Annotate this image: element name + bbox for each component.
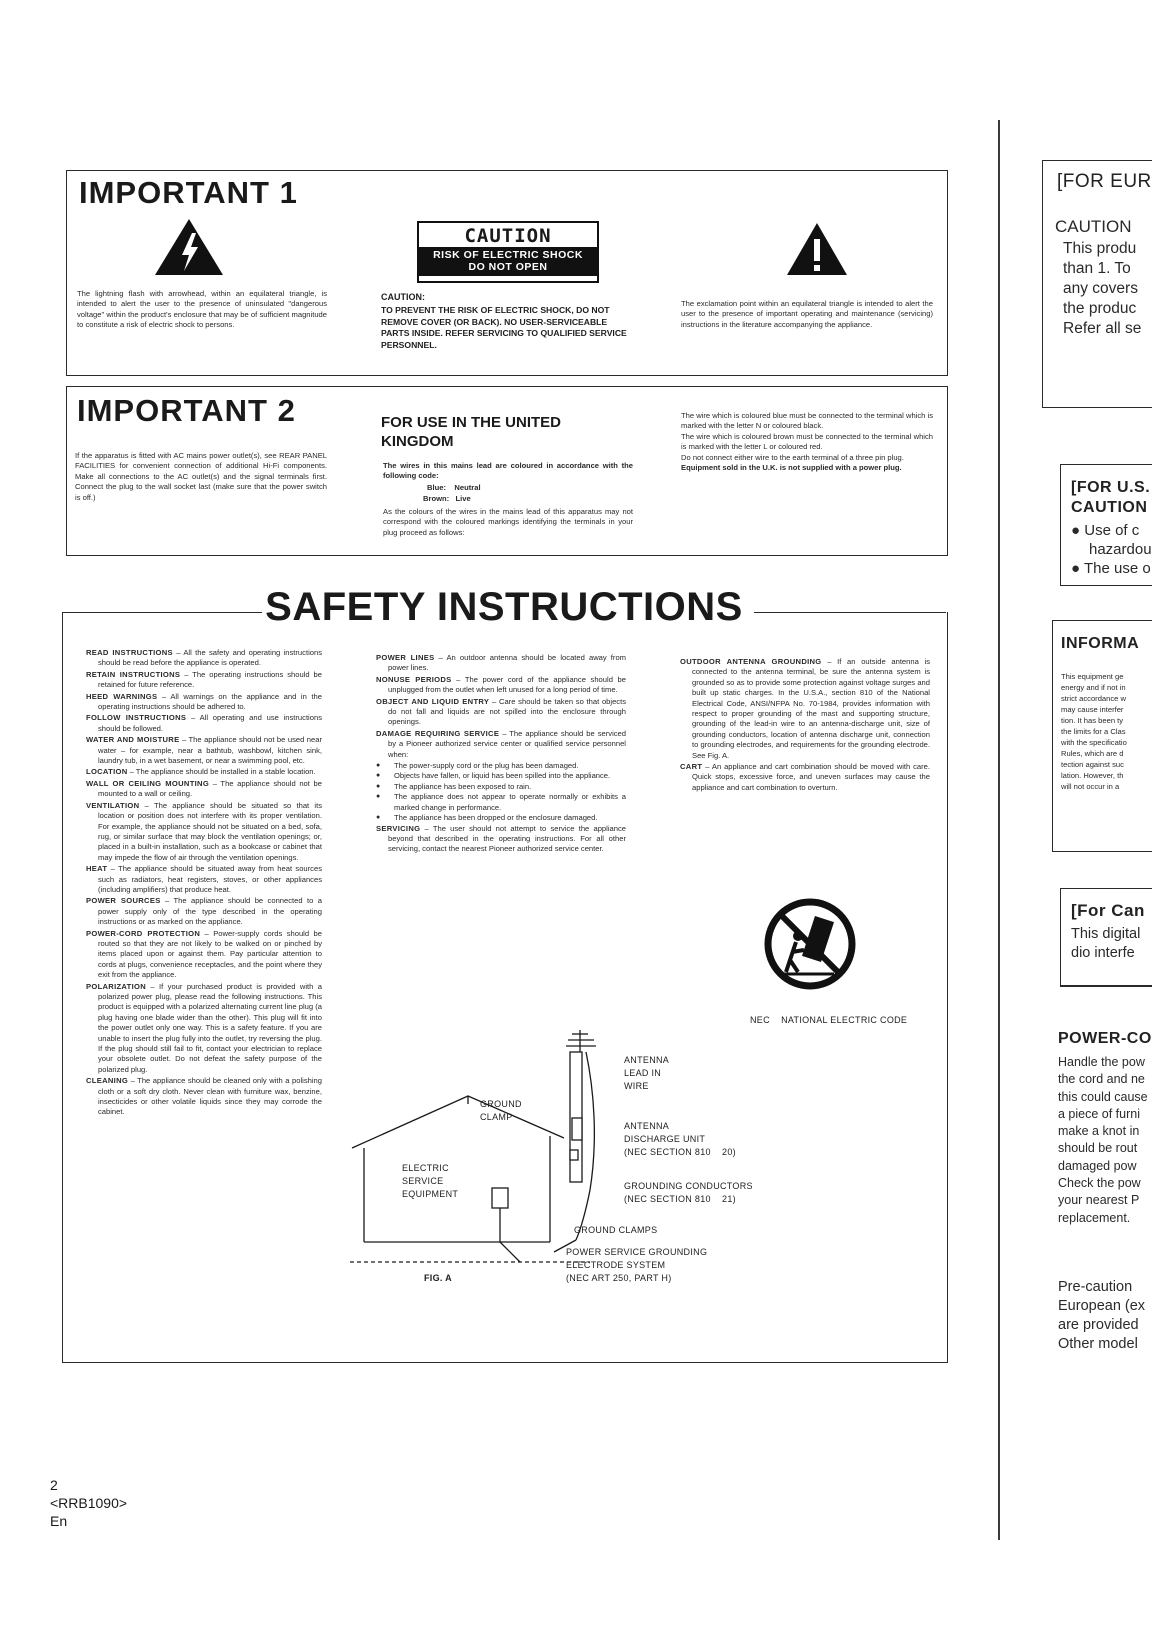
cart-tipover-warning-icon <box>764 898 856 990</box>
fig-a-label: FIG. A <box>424 1273 452 1283</box>
service-condition-item: ● Objects have fallen, or liquid has been spilled into the appliance. <box>376 771 626 781</box>
caution-heading: CAUTION: <box>381 292 425 302</box>
bullet-icon: ● <box>1071 560 1084 577</box>
discharge-unit-label: ANTENNA DISCHARGE UNIT (NEC SECTION 810 20) <box>624 1121 736 1157</box>
safety-entry-text: – An outdoor antenna should be located away from power lines. <box>388 653 626 673</box>
uk-wire-instructions: The wire which is coloured blue must be connected to the terminal which is marked with the letter N or coloured black. The wire which is coloured brown must be connected to the terminal which is marked with the letter L or coloured red. Do not connect either wire to the earth terminal of a three pin plug. Equipment sold in the U.K. is not supplied with a power plug. <box>681 411 933 473</box>
model-code: <RRB1090> <box>50 1495 128 1511</box>
lightning-explanation: The lightning flash with arrowhead, within an equilateral triangle, is intended to alert the user to the presence of uninsulated "dangerous voltage" within the product's enclosure that may be of sufficient magnitude to constitute a risk of electric shock to persons. <box>77 289 327 330</box>
safety-entry-term: POWER-CORD PROTECTION <box>86 928 201 938</box>
safety-column-2 <box>376 653 626 856</box>
safety-entry-text: – If an outside antenna is connected to the antenna terminal, be sure the antenna system is grounded so as to provide some protection against voltage surges and built up static charges. In the U.S.A., section 810 of the National Electrical Code, ANSI/NFPA No. 70-1984, provides information with respect to proper grounding of the mast and supporting structure, grounding of the lead-in wire to an antenna-discharge unit, size of grounding conductors, location of antenna discharge unit, connection to grounding electrodes, and requirements for the grounding electrode. See Fig. A. <box>692 657 930 760</box>
safety-entry-term: HEED WARNINGS <box>86 691 158 701</box>
info-lines: This equipment ge energy and if not in strict accordance w may cause interfer tion. It has been ty the limits for a Clas with the specificatio Rules, which are d tection against suc lation. However, th will not occur in a <box>1061 672 1127 791</box>
safety-entry-term: RETAIN INSTRUCTIONS <box>86 669 181 679</box>
service-condition-item: ● The appliance has been exposed to rain. <box>376 782 626 792</box>
page-gutter <box>998 120 1000 1540</box>
lightning-warning-icon <box>153 217 225 277</box>
safety-entry <box>680 657 930 761</box>
safety-entry-term: OUTDOOR ANTENNA GROUNDING <box>680 657 822 666</box>
us-heading: [FOR U.S. <box>1071 479 1151 496</box>
safety-entry <box>86 896 322 927</box>
safety-entry <box>86 767 322 777</box>
us-box <box>1060 464 1152 586</box>
safety-entry-term: CART <box>680 762 703 772</box>
eur-caution: CAUTION <box>1055 217 1132 236</box>
safety-entry-text: – The appliance should be installed in a stable location. <box>127 767 316 777</box>
safety-entry-term: SERVICING <box>376 823 421 833</box>
safety-entry-term: READ INSTRUCTIONS <box>86 648 173 657</box>
safety-entry-text: – Power-supply cords should be routed so that they are not likely to be walked on or pinched by items placed upon or against them. Pay particular attention to cords at plugs, convenience receptacles, and the point where they exit from the appliance. <box>98 928 322 980</box>
safety-entry-term: WATER AND MOISTURE <box>86 735 180 745</box>
safety-entry-text: – The power cord of the appliance should be unplugged from the outlet when left unused for a long period of time. <box>388 674 626 695</box>
safety-entry <box>86 670 322 691</box>
safety-entry-text: – If your purchased product is provided with a polarized power plug, please read the following instructions. This product is equipped with a polarized alternating current line plug (a plug having one blade wider than the other). This plug will fit into the power outlet only one way. This is a safety feature. If you are unable to insert the plug fully into the outlet, try reversing the plug. If the plug should still fail to fit, contact your electrician to replace your obsolete outlet. Do not defeat the safety purpose of the polarized plug. <box>98 981 322 1074</box>
canada-heading: [For Can <box>1071 901 1145 920</box>
safety-entry-text: – The appliance should be situated so that its location or position does not interfere with its proper ventilation. For example, the appliance should not be situated on a bed, sofa, rug, or similar surface that may block the ventilation openings; or, placed in a built-in installation, such as a bookcase or cabinet that may impede the flow of air through the ventilation openings. <box>98 800 322 862</box>
canada-lines: This digital dio interfe <box>1071 926 1141 961</box>
ground-clamps-label: GROUND CLAMPS <box>574 1225 658 1235</box>
safety-entry-term: CLEANING <box>86 1076 129 1086</box>
safety-entry <box>86 735 322 766</box>
safety-entry <box>376 824 626 855</box>
safety-column-3 <box>680 657 930 794</box>
safety-entry-text: – The appliance should be situated away from heat sources such as radiators, heat registers, stoves, or other appliances (including amplifiers) that produce heat. <box>98 864 322 894</box>
safety-entry-text: – The appliance should not be used near water – for example, near a bathtub, washbowl, kitchen sink, laundry tub, in a wet basement, or near a swimming pool, etc. <box>98 735 322 766</box>
important-2-title: IMPORTANT 2 <box>77 393 296 428</box>
important-1-title: IMPORTANT 1 <box>79 175 298 210</box>
eur-box <box>1042 160 1152 408</box>
service-condition-item: ● The appliance has been dropped or the enclosure damaged. <box>376 813 626 823</box>
safety-entry <box>376 675 626 696</box>
safety-title: SAFETY INSTRUCTIONS <box>265 585 743 629</box>
power-cord-heading: POWER-CO <box>1058 1030 1152 1047</box>
safety-entry <box>86 1076 322 1118</box>
ac-outlet-text: If the apparatus is fitted with AC mains power outlet(s), see REAR PANEL FACILITIES for convenient connection of additional Hi-Fi components. Make all connections to the AC outlet(s) and the signal terminals first. Connect the plug to the wall socket last (make sure that the power switch is off.) <box>75 451 327 502</box>
safety-entry-text: – All operating and use instructions should be followed. <box>98 713 322 733</box>
safety-entry <box>86 864 322 895</box>
safety-entry-term: DAMAGE REQUIRING SERVICE <box>376 728 500 738</box>
info-heading: INFORMA <box>1061 635 1140 652</box>
caution-label-word: CAUTION <box>464 225 552 247</box>
safety-entry-text: – The user should not attempt to service the appliance beyond that described in the operating instructions. For all other servicing, contact the nearest Pioneer authorized service center. <box>388 823 626 854</box>
exclamation-explanation: The exclamation point within an equilateral triangle is intended to alert the user to the presence of important operating and maintenance (servicing) instructions in the literature accompanying the appliance. <box>681 299 933 329</box>
safety-entry-term: NONUSE PERIODS <box>376 674 452 684</box>
safety-entry-term: HEAT <box>86 864 108 874</box>
safety-entry <box>86 692 322 713</box>
exclamation-warning-icon <box>785 221 849 277</box>
safety-entry <box>86 713 322 734</box>
safety-entry-term: POWER SOURCES <box>86 896 161 906</box>
safety-entry <box>86 779 322 800</box>
safety-entry-term: POLARIZATION <box>86 981 146 991</box>
safety-entry <box>86 982 322 1076</box>
safety-entry-text: – The appliance should not be mounted to a wall or ceiling. <box>98 778 322 799</box>
safety-entry-text: – All the safety and operating instructions should be read before the appliance is operated. <box>98 648 322 668</box>
service-condition-item: ● The power-supply cord or the plug has been damaged. <box>376 761 626 771</box>
safety-entry <box>86 801 322 863</box>
safety-entry-term: POWER LINES <box>376 653 435 662</box>
safety-entry <box>86 929 322 981</box>
safety-entry-text: – Care should be taken so that objects do not fall and liquids are not spilled into the enclosure through openings. <box>388 696 627 727</box>
safety-entry-text: – The appliance should be connected to a power supply only of the type described in the operating instructions or as marked on the appliance. <box>98 896 322 927</box>
safety-column-1 <box>86 648 322 1119</box>
language-code: En <box>50 1513 68 1529</box>
important-2-box <box>66 386 948 556</box>
us-bullets: ● Use of c hazardou ● The use o <box>1071 522 1152 577</box>
service-condition-item: ● The appliance does not appear to operate normally or exhibits a marked change in performance. <box>376 792 626 813</box>
nec-label: NEC NATIONAL ELECTRIC CODE <box>750 1015 908 1025</box>
uk-blue: Blue: Neutral <box>427 483 481 492</box>
eur-heading: [FOR EUR <box>1057 171 1152 192</box>
electric-service-label: ELECTRIC SERVICE EQUIPMENT <box>402 1163 459 1199</box>
caution-label-bar: RISK OF ELECTRIC SHOCK DO NOT OPEN <box>419 247 597 276</box>
caution-text: TO PREVENT THE RISK OF ELECTRIC SHOCK, DO NOT REMOVE COVER (OR BACK). NO USER-SERVICEABLE PARTS INSIDE. REFER SERVICING TO QUALIFIED SERVICE PERSONNEL. <box>381 305 627 350</box>
precaution-lines: Pre-caution European (ex are provided Other model <box>1058 1279 1146 1352</box>
power-cord-lines: Handle the pow the cord and ne this could cause a piece of furni make a knot in should be rout damaged pow Check the pow your nearest P replacement. <box>1058 1055 1148 1225</box>
safety-entry-term: FOLLOW INSTRUCTIONS <box>86 713 187 723</box>
safety-entry <box>376 653 626 674</box>
safety-entry <box>376 729 626 760</box>
ground-clamp-label: GROUND CLAMP <box>480 1099 522 1122</box>
important-1-box <box>66 170 948 376</box>
eur-caution-lines: This produ than 1. To any covers the produc Refer all se <box>1063 240 1142 337</box>
uk-wire-intro: The wires in this mains lead are coloured in accordance with the following code: <box>383 461 633 481</box>
canada-box <box>1060 888 1152 987</box>
power-service-label: POWER SERVICE GROUNDING ELECTRODE SYSTEM (NEC ART 250, PART H) <box>566 1247 708 1283</box>
uk-heading: FOR USE IN THE UNITED KINGDOM <box>381 414 562 450</box>
safety-entry-term: VENTILATION <box>86 800 140 810</box>
safety-entry <box>376 697 626 728</box>
safety-entry-term: LOCATION <box>86 767 128 777</box>
caution-label <box>417 221 599 283</box>
us-caution: CAUTION <box>1071 499 1148 516</box>
safety-entry-text: – The appliance should be serviced by a Pioneer authorized service center or qualified service personnel when: <box>388 728 626 759</box>
info-box <box>1052 620 1152 852</box>
uk-brown: Brown: Live <box>423 494 471 503</box>
uk-colours-text: As the colours of the wires in the mains lead of this apparatus may not correspond with the coloured markings identifying the terminals in your plug proceed as follows: <box>383 507 633 537</box>
bullet-icon: ● <box>1071 522 1085 539</box>
safety-entry <box>680 762 930 793</box>
page-footer <box>50 1476 127 1530</box>
safety-entry-text: – The appliance should be cleaned only with a polishing cloth or a soft dry cloth. Never clean with furniture wax, benzine, insecticides or other volatile liquids since they may corrode the cabinet. <box>98 1076 322 1117</box>
safety-entry-term: OBJECT AND LIQUID ENTRY <box>376 696 490 706</box>
safety-entry-text: – All warnings on the appliance and in the operating instructions should be adhered to. <box>98 691 322 712</box>
safety-entry-text: – An appliance and cart combination should be moved with care. Quick stops, excessive force, and uneven surfaces may cause the appliance and cart combination to overturn. <box>692 762 930 792</box>
page-number: 2 <box>50 1477 58 1493</box>
safety-entry-term: WALL OR CEILING MOUNTING <box>86 778 210 788</box>
grounding-conductors-label: GROUNDING CONDUCTORS (NEC SECTION 810 21) <box>624 1181 753 1204</box>
safety-entry <box>86 648 322 669</box>
antenna-lead-label: ANTENNA LEAD IN WIRE <box>624 1055 670 1091</box>
safety-entry-text: – The operating instructions should be retained for future reference. <box>98 669 322 690</box>
